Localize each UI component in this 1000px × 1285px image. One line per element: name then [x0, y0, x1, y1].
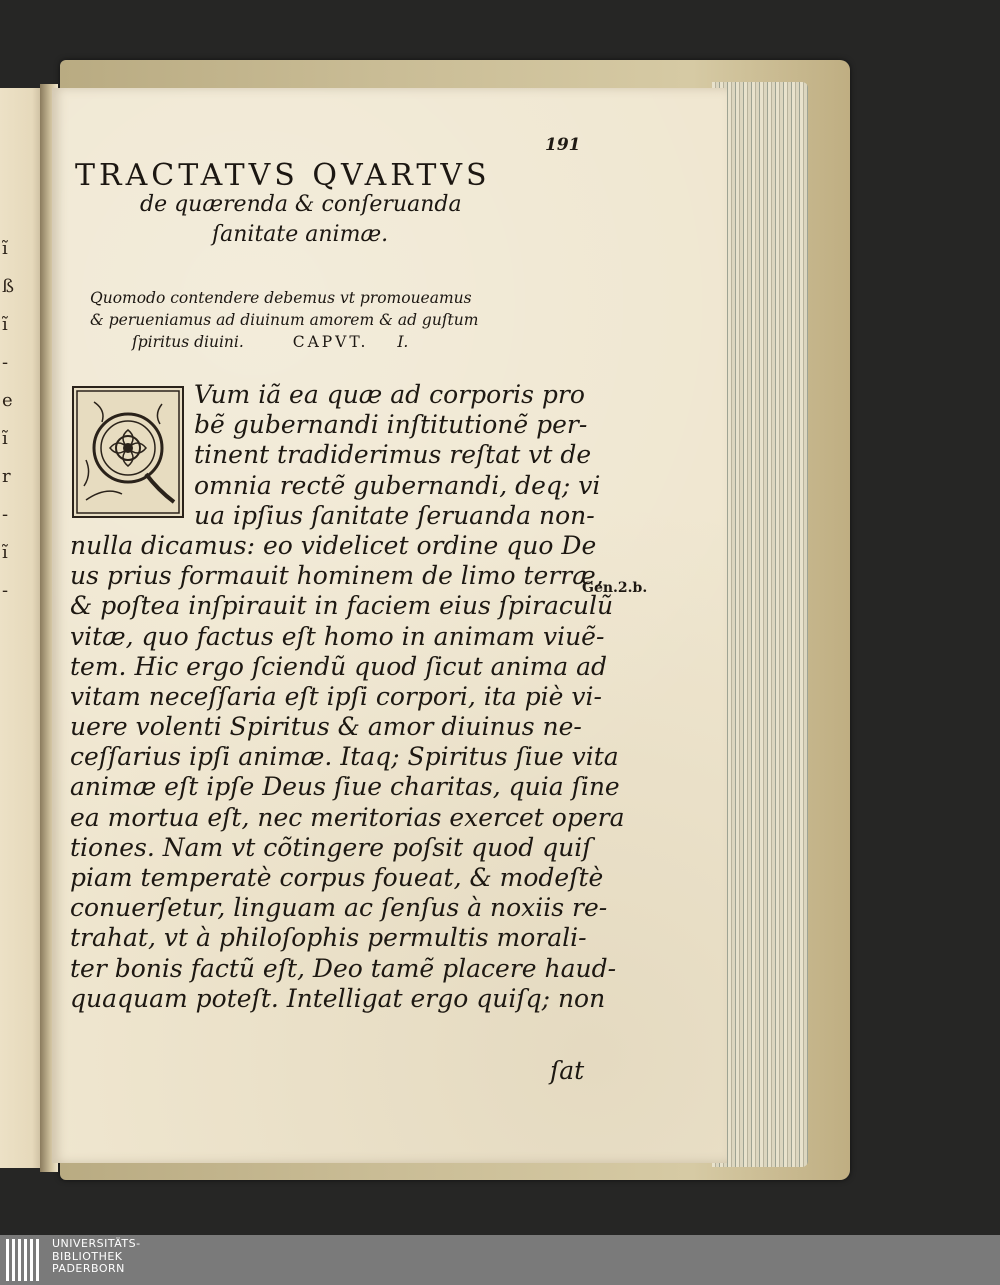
body-line: tiones. Nam vt cõtingere poſsit quod quiſ	[70, 832, 592, 862]
library-footer	[0, 1235, 1000, 1285]
body-line: piam temperatè corpus foueat, & modeſtè	[70, 863, 604, 892]
chapter-heading	[90, 287, 560, 353]
left-margin-char: ß	[2, 276, 15, 297]
body-line: conuerſetur, linguam ac ſenſus à noxiis re-	[70, 893, 608, 923]
library-name-line1: UNIVERSITÄTS-	[52, 1237, 141, 1250]
left-page-margin	[2, 238, 22, 618]
body-line: tinent tradiderimus reſtat vt de	[194, 440, 592, 470]
body-line: vitam neceſſaria eſt ipſi corpori, ita piè vi-	[70, 681, 602, 711]
body-line: us prius formauit hominem de limo terræ,	[70, 561, 604, 591]
body-line: ter bonis factũ eſt, Deo tamẽ placere haud-	[70, 953, 617, 983]
chapter-heading-line3-text: ſpiritus diuini.	[132, 333, 244, 351]
library-name-line3: PADERBORN	[52, 1262, 125, 1275]
body-line: nulla dicamus: eo videlicet ordine quo De	[70, 530, 597, 560]
catchword: ſat	[550, 1056, 585, 1085]
body-line: ceſſarius ipſi animæ. Itaq; Spiritus ſiue vita	[70, 742, 619, 772]
body-line: vitæ, quo factus eſt homo in animam viuẽ-	[70, 621, 605, 651]
library-name-line2: BIBLIOTHEK	[52, 1249, 123, 1263]
page-number: 191	[545, 135, 581, 155]
body-line: quaquam poteſt. Intelligat ergo quiſq; non	[70, 983, 606, 1013]
marginal-note: Gen.2.b.	[582, 580, 648, 596]
body-line: omnia rectẽ gubernandi, deq; vi	[194, 470, 601, 500]
chapter-heading-line3	[90, 331, 560, 353]
body-line: Vum iã ea quæ ad corporis pro	[194, 380, 585, 409]
treatise-subtitle-line1: de quærenda & conſeruanda	[140, 192, 462, 217]
caput-number: I.	[397, 333, 409, 351]
left-margin-char: -	[2, 504, 9, 525]
library-logo-icon	[6, 1239, 44, 1281]
body-line: trahat, vt à philoſophis permultis morali-	[70, 923, 587, 953]
chapter-heading-line1: Quomodo contendere debemus vt promoueamus	[90, 289, 472, 307]
left-margin-char: ĩ	[2, 314, 8, 335]
caput-label: CAPVT.	[292, 333, 369, 351]
body-line: uere volenti Spiritus & amor diuinus ne-	[70, 712, 582, 742]
left-margin-char: -	[2, 352, 9, 373]
body-line: ua ipſius ſanitate ſeruanda non-	[194, 500, 595, 530]
chapter-heading-line2: & perueniamus ad diuinum amorem & ad guſtum	[90, 311, 479, 329]
body-line: tem. Hic ergo ſciendũ quod ſicut anima ad	[70, 651, 608, 681]
body-line: animæ eſt ipſe Deus ſiue charitas, quia ſine	[70, 772, 620, 802]
left-margin-char: ĩ	[2, 542, 8, 563]
left-margin-char: -	[2, 580, 9, 601]
library-name	[52, 1238, 141, 1276]
left-margin-char: e	[2, 390, 13, 411]
left-margin-char: ĩ	[2, 428, 8, 449]
left-margin-char: r	[2, 466, 11, 487]
treatise-title: TRACTATVS QVARTVS	[75, 158, 491, 193]
body-line: ea mortua eſt, nec meritorias exercet opera	[70, 802, 625, 832]
treatise-subtitle-line2: ſanitate animæ.	[212, 222, 389, 247]
left-margin-char: ĩ	[2, 238, 8, 259]
body-line: bẽ gubernandi inſtitutionẽ per-	[194, 410, 588, 440]
body-line: & poſtea inſpirauit in faciem eius ſpiraculũ	[70, 591, 614, 621]
